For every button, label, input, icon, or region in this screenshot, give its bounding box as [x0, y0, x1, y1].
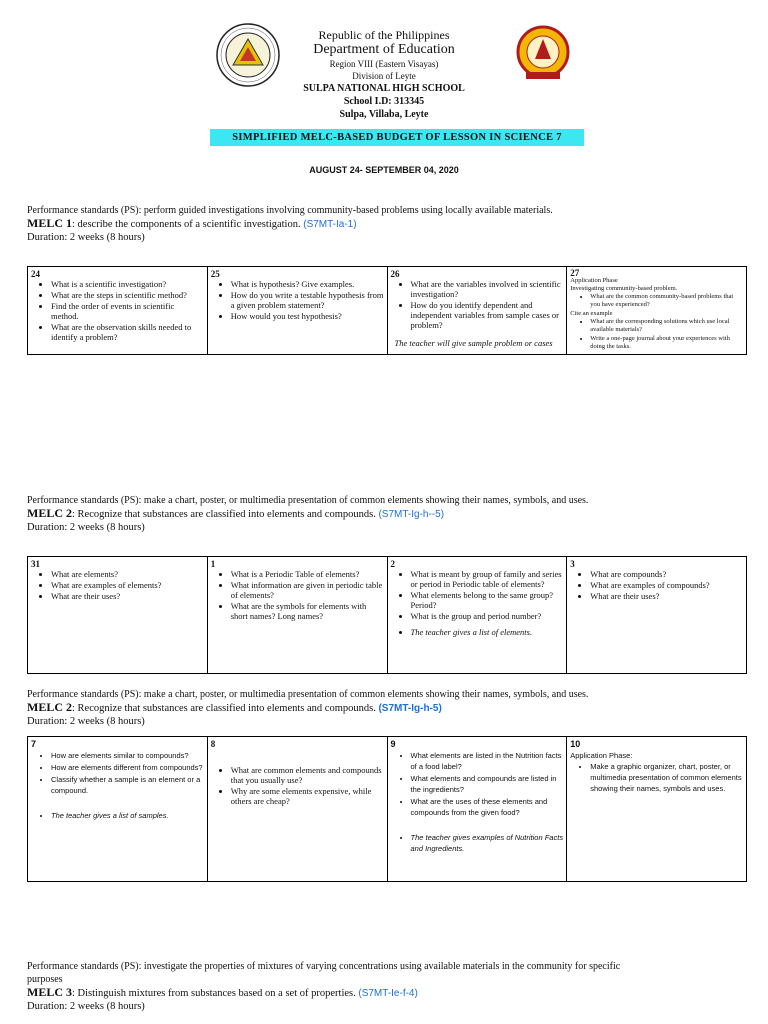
list-item: • What is a scientific investigation?	[51, 279, 204, 289]
lesson-table-week3	[27, 736, 747, 882]
melc-code: (S7MT-Ie-f-4)	[358, 988, 418, 999]
list-item: • Classify whether a sample is an element or a compound.	[51, 774, 204, 796]
lesson-table-week1	[27, 266, 747, 355]
list-item: • What are their uses?	[51, 591, 204, 601]
list-item: • What are examples of elements?	[51, 580, 204, 590]
melc-code: (S7MT-Ig-h-5)	[378, 703, 442, 714]
list-item: • Write a one-page journal about your experiences with doing the tasks.	[590, 335, 743, 351]
performance-standard: Performance standards (PS): perform guided investigations involving community-based problems using locally available materials.	[27, 205, 553, 216]
list-item: • How are elements similar to compounds?	[51, 750, 204, 761]
header-department: Department of Education	[313, 42, 455, 57]
performance-standard-continued: purposes	[27, 974, 63, 985]
list-item: • What elements and compounds are listed in the ingredients?	[411, 773, 564, 795]
table-cell	[28, 557, 208, 674]
list-item: • What is the group and period number?	[411, 611, 564, 621]
list-item: • How would you test hypothesis?	[231, 311, 384, 321]
teacher-note: • The teacher gives examples of Nutrition Facts and Ingredients.	[411, 832, 564, 854]
list-item: • What is a Periodic Table of elements?	[231, 569, 384, 579]
list-item: • What are examples of compounds?	[590, 580, 743, 590]
day-number: 31	[31, 559, 40, 569]
table-cell	[28, 737, 208, 882]
list-item: • What information are given in periodic table of elements?	[231, 580, 384, 600]
list-item: • What are the symbols for elements with short names? Long names?	[231, 601, 384, 621]
header-address: Sulpa, Villaba, Leyte	[339, 109, 429, 120]
day-number: 25	[210, 269, 220, 279]
date-range: AUGUST 24- SEPTEMBER 04, 2020	[309, 165, 459, 175]
list-item: • What are the observation skills needed to identify a problem?	[51, 322, 204, 342]
table-cell	[567, 557, 747, 674]
list-item: • What are their uses?	[590, 591, 743, 601]
melc-text: : Recognize that substances are classified into elements and compounds.	[72, 509, 376, 520]
table-cell	[567, 267, 747, 355]
list-item: • What are common elements and compounds that you usually use?	[231, 765, 384, 785]
day-number: 7	[31, 739, 37, 749]
duration: Duration: 2 weeks (8 hours)	[27, 522, 145, 533]
header-division: Division of Leyte	[352, 71, 416, 81]
document-title: SIMPLIFIED MELC-BASED BUDGET OF LESSON IN SCIENCE 7	[232, 132, 562, 143]
header-republic: Republic of the Philippines	[318, 28, 450, 42]
day-number: 10	[570, 739, 581, 749]
section-4	[27, 960, 620, 1013]
table-cell	[207, 267, 387, 355]
list-item: • Make a graphic organizer, chart, poster, or multimedia presentation of common elements showing their names, symbols and uses.	[590, 761, 743, 794]
list-item: • What are the steps in scientific method?	[51, 290, 204, 300]
sub-heading: Investigating community-based problem.	[570, 285, 678, 292]
list-item: • Find the order of events in scientific method.	[51, 301, 204, 321]
day-number: 24	[31, 269, 40, 279]
day-number: 8	[210, 739, 216, 749]
sub-heading: Cite an example	[570, 310, 613, 317]
melc-label: MELC 3	[27, 985, 72, 999]
list-item: • What elements belong to the same group? Period?	[411, 590, 564, 610]
teacher-note: • The teacher gives a list of elements.	[411, 627, 564, 637]
phase-label: Application Phase	[570, 277, 618, 284]
list-item: • How are elements different from compounds?	[51, 762, 204, 773]
section-2	[27, 494, 588, 534]
list-item: • What are the uses of these elements and compounds from the given food?	[411, 796, 564, 818]
performance-standard: Performance standards (PS): investigate the properties of mixtures of varying concentrations using available materials in the community for specific	[27, 961, 621, 972]
table-cell	[387, 267, 567, 355]
day-number: 1	[210, 559, 216, 569]
list-item: • What is hypothesis? Give examples.	[231, 279, 384, 289]
duration: Duration: 2 weeks (8 hours)	[27, 716, 145, 727]
melc-text: : Distinguish mixtures from substances based on a set of properties.	[72, 988, 356, 999]
melc-text: : describe the components of a scientific investigation.	[72, 219, 301, 230]
list-item: • How do you identify dependent and independent variables from sample cases or problem?	[411, 300, 564, 330]
day-number: 9	[390, 739, 396, 749]
table-cell	[387, 557, 567, 674]
teacher-note: The teacher will give sample problem or cases	[394, 338, 553, 348]
melc-code: (S7MT-Ia-1)	[303, 219, 357, 230]
table-cell	[207, 557, 387, 674]
performance-standard: Performance standards (PS): make a chart, poster, or multimedia presentation of common elements showing their names, symbols, and uses.	[27, 495, 589, 506]
day-number: 27	[570, 268, 580, 278]
list-item: • What are compounds?	[590, 569, 743, 579]
melc-label: MELC 1	[27, 216, 72, 230]
table-cell	[567, 737, 747, 882]
lesson-table-week2	[27, 556, 747, 674]
list-item: • Why are some elements expensive, while others are cheap?	[231, 786, 384, 806]
list-item: • How do you write a testable hypothesis from a given problem statement?	[231, 290, 384, 310]
duration: Duration: 2 weeks (8 hours)	[27, 1001, 145, 1012]
header-school-name: SULPA NATIONAL HIGH SCHOOL	[303, 83, 465, 94]
melc-label: MELC 2	[27, 700, 72, 714]
melc-code: (S7MT-Ig-h--5)	[378, 509, 445, 520]
document-title-highlight	[210, 129, 584, 146]
phase-label: Application Phase:	[570, 751, 633, 760]
teacher-note: • The teacher gives a list of samples.	[51, 810, 204, 821]
table-cell	[28, 267, 208, 355]
melc-text: : Recognize that substances are classified into elements and compounds.	[72, 703, 376, 714]
list-item: • What are the variables involved in scientific investigation?	[411, 279, 564, 299]
list-item: • What are elements?	[51, 569, 204, 579]
day-number: 2	[390, 559, 395, 569]
header-region: Region VIII (Eastern Visayas)	[329, 59, 439, 69]
list-item: • What are the common community-based problems that you have experienced?	[590, 293, 743, 309]
table-cell	[387, 737, 567, 882]
list-item: • What are the corresponding solutions which use local available materials?	[590, 318, 743, 334]
duration: Duration: 2 weeks (8 hours)	[27, 232, 145, 243]
day-number: 26	[390, 269, 400, 279]
header-school-id: School I.D: 313345	[343, 96, 425, 107]
day-number: 3	[570, 559, 575, 569]
performance-standard: Performance standards (PS): make a chart, poster, or multimedia presentation of common elements showing their names, symbols, and uses.	[27, 689, 589, 700]
table-cell	[207, 737, 387, 882]
list-item: • What elements are listed in the Nutrition facts of a food label?	[411, 750, 564, 772]
section-3	[27, 688, 588, 728]
list-item: • What is meant by group of family and series or period in Periodic table of elements?	[411, 569, 564, 589]
section-1	[27, 204, 553, 244]
melc-label: MELC 2	[27, 506, 72, 520]
